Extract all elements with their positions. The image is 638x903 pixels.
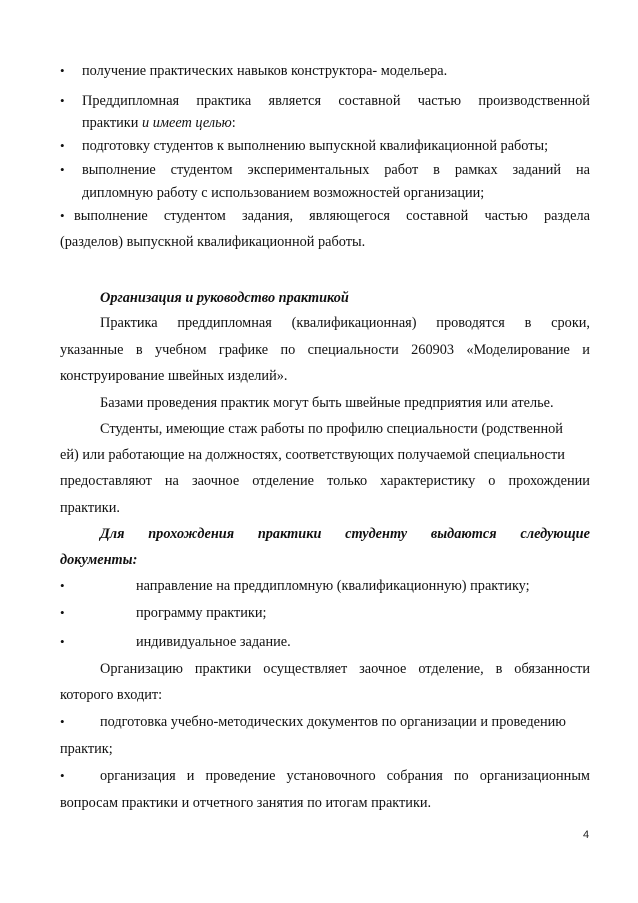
goal-line xyxy=(82,92,590,110)
word: сроки, xyxy=(551,315,590,331)
word: студенту xyxy=(345,526,408,542)
word: частью xyxy=(484,208,528,224)
word: выполнение xyxy=(82,162,156,178)
word: предоставляют xyxy=(60,473,152,489)
word: организация xyxy=(100,768,176,784)
bullet: • xyxy=(60,768,65,783)
paragraph-line: ей) или работающие на должностях, соответствующих получаемой специальности xyxy=(60,447,565,463)
word: собрания xyxy=(386,768,443,784)
word: 260903 xyxy=(411,342,455,358)
goal-line: дипломную работу с использованием возможностей организации; xyxy=(82,185,485,201)
bullet: • xyxy=(60,714,65,729)
bullet: • xyxy=(60,605,65,620)
list-item-continuation: практик; xyxy=(60,741,113,757)
word: практика xyxy=(196,93,252,109)
paragraph-line xyxy=(60,472,590,490)
word: характеристику xyxy=(380,473,476,489)
word: преддипломная xyxy=(177,315,272,331)
word: частью xyxy=(417,93,462,109)
word: и xyxy=(186,768,195,784)
word: (квалификационная) xyxy=(291,315,417,331)
goal-line xyxy=(82,114,236,132)
word: Практика xyxy=(100,315,158,331)
word: только xyxy=(327,473,368,489)
word: и xyxy=(582,342,590,358)
word: раздела xyxy=(543,208,590,224)
word: в xyxy=(135,342,143,358)
word: практики xyxy=(257,526,322,542)
word: заочное xyxy=(191,473,240,489)
word: в xyxy=(495,661,503,677)
word: задания, xyxy=(241,208,294,224)
bullet: • xyxy=(60,578,65,593)
bullet: • xyxy=(60,208,65,223)
word: прохождении xyxy=(508,473,590,489)
word: на xyxy=(164,473,179,489)
bullet: • xyxy=(60,63,65,78)
word: рамках xyxy=(454,162,498,178)
word: студентом xyxy=(170,162,233,178)
word: Преддипломная xyxy=(82,93,180,109)
section-title: Организация и руководство практикой xyxy=(100,290,349,306)
list-item: индивидуальное задание. xyxy=(136,634,291,650)
documents-heading xyxy=(100,525,590,543)
paragraph-line: Студенты, имеющие стаж работы по профилю специальности (родственной xyxy=(100,421,563,437)
word: Для xyxy=(100,526,125,542)
word: специальности xyxy=(307,342,399,358)
word: заданий xyxy=(512,162,562,178)
word: проводятся xyxy=(436,315,505,331)
word: Организацию xyxy=(100,661,183,677)
paragraph-line: конструирование швейных изделий». xyxy=(60,368,288,384)
word: учебном xyxy=(154,342,207,358)
bullet: • xyxy=(60,162,65,177)
page-number: 4 xyxy=(583,829,590,841)
list-item: направление на преддипломную (квалификационную) практику; xyxy=(136,578,530,594)
word: работ xyxy=(384,162,419,178)
list-item xyxy=(100,767,590,785)
bullet: • xyxy=(60,634,65,649)
paragraph-line: практики. xyxy=(60,500,120,516)
word: графике xyxy=(218,342,269,358)
word: отделение, xyxy=(418,661,484,677)
bullet: • xyxy=(60,138,65,153)
word: прохождения xyxy=(148,526,235,542)
word: по xyxy=(280,342,296,358)
list-item: подготовка учебно-методических документов по организации и проведению xyxy=(100,714,566,730)
paragraph-line xyxy=(100,314,590,332)
word: практики xyxy=(194,661,252,677)
paragraph-line xyxy=(60,341,590,359)
paragraph-line: Базами проведения практик могут быть швейные предприятия или ателье. xyxy=(100,395,554,411)
goal-line: (разделов) выпускной квалификационной работы. xyxy=(60,234,366,250)
goal-line: получение практических навыков конструктора- модельера. xyxy=(82,63,448,79)
word: заочное xyxy=(359,661,407,677)
paragraph-line xyxy=(100,660,590,678)
list-item-continuation: вопросам практики и отчетного занятия по итогам практики. xyxy=(60,795,432,811)
word: экспериментальных xyxy=(247,162,370,178)
word: студентом xyxy=(163,208,226,224)
word: выдаются xyxy=(430,526,497,542)
word: является xyxy=(268,93,322,109)
bullet: • xyxy=(60,93,65,108)
documents-heading: документы: xyxy=(60,552,138,568)
word: обязанности xyxy=(514,661,590,677)
word: осуществляет xyxy=(263,661,348,677)
paragraph-line: которого входит: xyxy=(60,687,163,703)
goal-line: подготовку студентов к выполнению выпускной квалификационной работы; xyxy=(82,138,549,154)
goal-line xyxy=(74,207,590,225)
word: следующие xyxy=(520,526,590,542)
word: в xyxy=(524,315,532,331)
text: : xyxy=(231,115,236,131)
word: составной xyxy=(406,208,469,224)
word: выполнение xyxy=(74,208,148,224)
word: проведение xyxy=(205,768,276,784)
text: практики xyxy=(82,115,142,131)
word: производственной xyxy=(478,93,590,109)
italic-text: и имеет целью xyxy=(141,115,232,131)
word: организационным xyxy=(479,768,590,784)
word: указанные xyxy=(60,342,124,358)
goal-line xyxy=(82,161,590,179)
word: в xyxy=(433,162,440,178)
list-item: программу практики; xyxy=(136,605,267,621)
word: установочного xyxy=(286,768,376,784)
word: о xyxy=(488,473,496,489)
word: по xyxy=(453,768,469,784)
word: являющегося xyxy=(309,208,390,224)
word: на xyxy=(575,162,590,178)
word: отделение xyxy=(252,473,315,489)
word: составной xyxy=(338,93,401,109)
word: «Моделирование xyxy=(466,342,570,358)
